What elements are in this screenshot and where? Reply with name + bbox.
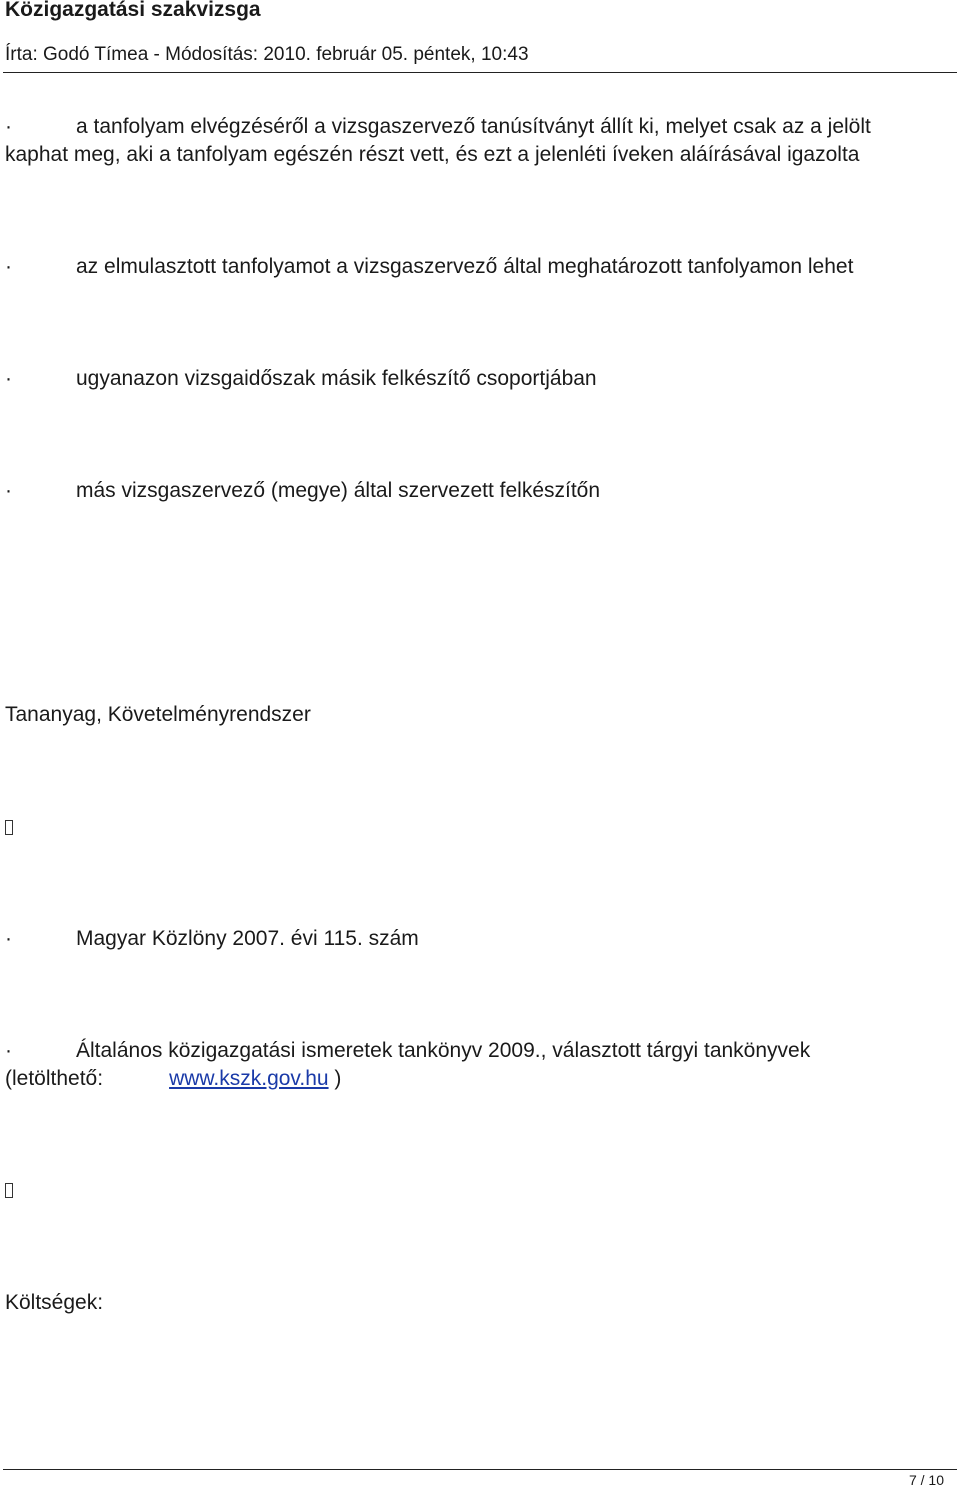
list-item: Általános közigazgatási ismeretek tankönyv 2009., választott tárgyi tankönyvek xyxy=(76,1039,811,1062)
list-item: más vizsgaszervező (megye) által szervezett felkészítőn xyxy=(76,479,601,502)
bullet-icon: · xyxy=(5,115,12,138)
list-item: a tanfolyam elvégzéséről a vizsgaszervező tanúsítványt állít ki, melyet csak az a jelölt xyxy=(76,115,871,138)
missing-glyph-icon xyxy=(5,820,13,835)
list-item: Magyar Közlöny 2007. évi 115. szám xyxy=(76,927,419,950)
bullet-icon: · xyxy=(5,367,12,390)
page-number: 7 / 10 xyxy=(908,1472,944,1488)
missing-glyph-icon xyxy=(5,1183,13,1198)
list-item-continuation: kaphat meg, aki a tanfolyam egészén részt vett, és ezt a jelenléti íveken aláírásával igazolta xyxy=(5,143,860,166)
section-heading-koltsegek: Költségek: xyxy=(5,1291,104,1314)
list-item: az elmulasztott tanfolyamot a vizsgaszervező által meghatározott tanfolyamon lehet xyxy=(76,255,854,278)
list-item-continuation xyxy=(5,1065,341,1093)
bullet-icon: · xyxy=(5,927,12,950)
page-title: Közigazgatási szakvizsga xyxy=(5,0,261,21)
kszk-link[interactable]: www.kszk.gov.hu xyxy=(169,1067,329,1090)
header-divider xyxy=(3,72,957,73)
author-meta: Írta: Godó Tímea - Módosítás: 2010. február 05. péntek, 10:43 xyxy=(5,44,529,65)
section-heading-tananyag: Tananyag, Követelményrendszer xyxy=(5,703,311,726)
bullet-icon: · xyxy=(5,479,12,502)
bullet-icon: · xyxy=(5,255,12,278)
closing-paren: ) xyxy=(328,1067,342,1090)
download-label: (letölthető: xyxy=(5,1067,104,1090)
bullet-icon: · xyxy=(5,1039,12,1062)
list-item: ugyanazon vizsgaidőszak másik felkészítő csoportjában xyxy=(76,367,597,390)
footer-divider xyxy=(3,1469,957,1470)
